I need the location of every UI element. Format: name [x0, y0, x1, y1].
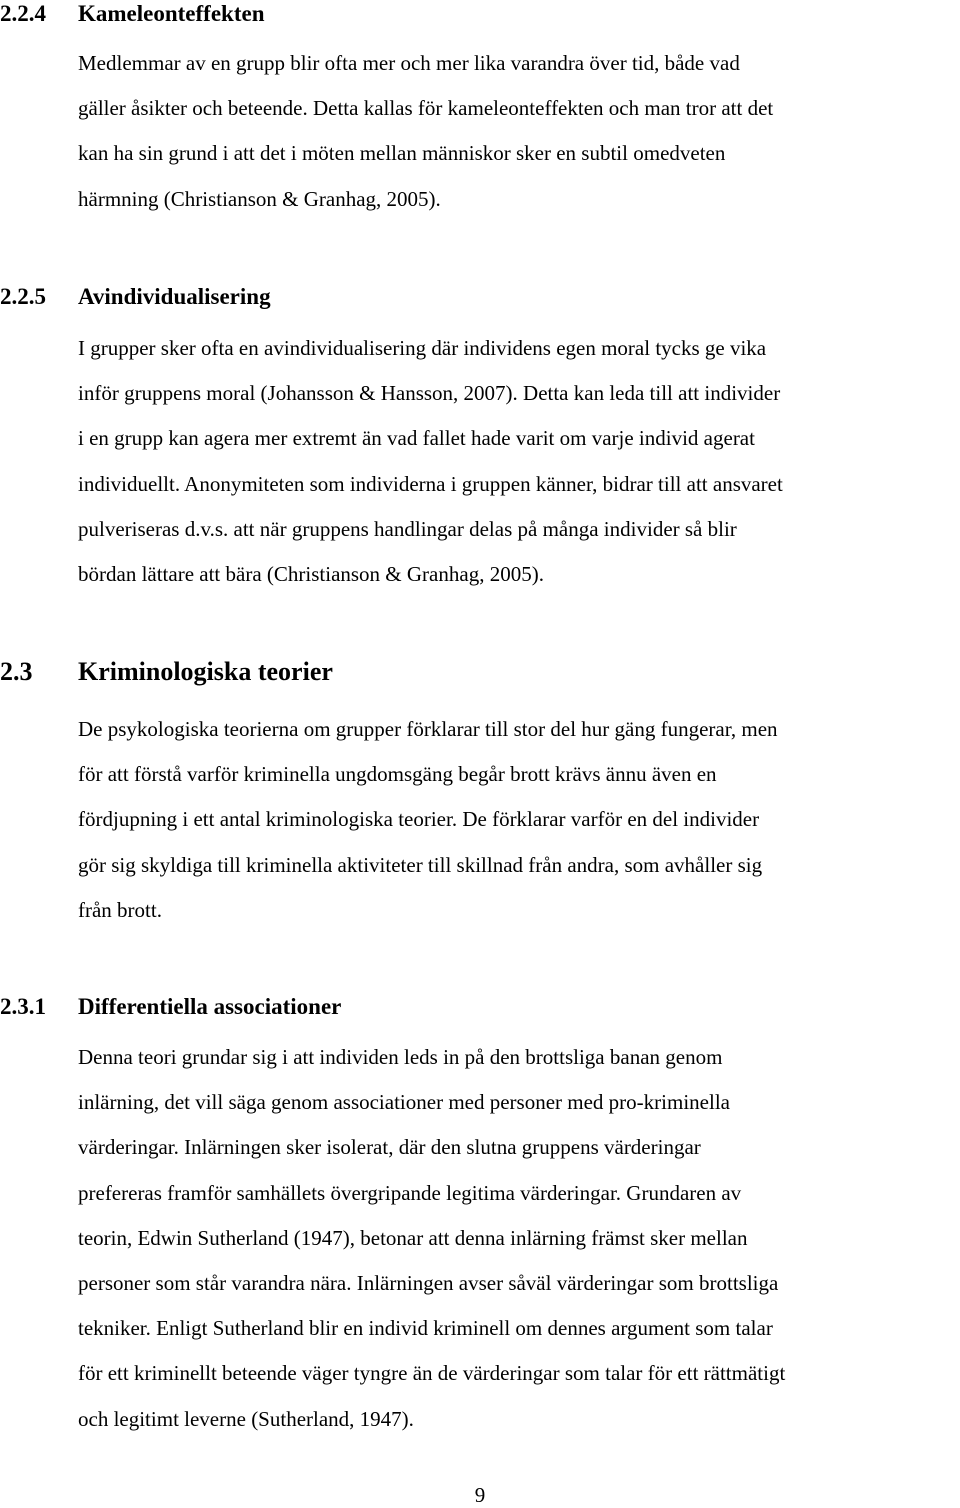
- section-number: 2.3.1: [0, 994, 46, 1019]
- text-line: för att förstå varför kriminella ungdomsgäng begår brott krävs ännu även en: [78, 762, 717, 787]
- section-number: 2.2.4: [0, 1, 46, 26]
- page-number: 9: [474, 1483, 486, 1507]
- text-line: I grupper sker ofta en avindividualisering där individens egen moral tycks ge vika: [78, 336, 767, 360]
- section-number: 2.3: [0, 657, 33, 686]
- text-line: från brott.: [78, 897, 162, 922]
- text-line: inlärning, det vill säga genom associationer med personer med pro-kriminella: [78, 1090, 730, 1115]
- text-line: inför gruppens moral (Johansson & Hansson, 2007). Detta kan leda till att individer: [78, 381, 781, 406]
- text-line: värderingar. Inlärningen sker isolerat, där den slutna gruppens värderingar: [78, 1135, 701, 1160]
- text-line: individuellt. Anonymiteten som individerna i gruppen känner, bidrar till att ansvaret: [78, 471, 783, 496]
- text-line: gäller åsikter och beteende. Detta kallas för kameleonteffekten och man tror att det: [78, 96, 774, 121]
- section-title: Kameleonteffekten: [78, 1, 265, 26]
- text-line: teorin, Edwin Sutherland (1947), betonar att denna inlärning främst sker mellan: [78, 1225, 748, 1250]
- text-line: tekniker. Enligt Sutherland blir en individ kriminell om dennes argument som talar: [78, 1316, 773, 1341]
- text-line: bördan lättare att bära (Christianson & Granhag, 2005).: [78, 562, 544, 587]
- section-title: Kriminologiska teorier: [78, 657, 333, 686]
- heading-2-3: [0, 656, 333, 688]
- paragraph-kriminologiska-teorier: [78, 707, 958, 933]
- text-line: fördjupning i ett antal kriminologiska teorier. De förklarar varför en del individer: [78, 807, 760, 832]
- paragraph-kameleonteffekten: [78, 41, 958, 222]
- paragraph-differentiella-associationer: [78, 1035, 958, 1442]
- text-line: härmning (Christianson & Granhag, 2005).: [78, 186, 441, 211]
- heading-2-2-5: [0, 283, 271, 311]
- text-line: prefereras framför samhällets övergripande legitima värderingar. Grundaren av: [78, 1180, 742, 1205]
- text-line: kan ha sin grund i att det i möten mellan människor sker en subtil omedveten: [78, 141, 726, 166]
- heading-2-3-1: [0, 993, 341, 1021]
- text-line: Denna teori grundar sig i att individen leds in på den brottsliga banan genom: [78, 1045, 723, 1069]
- paragraph-avindividualisering: [78, 326, 958, 597]
- heading-2-2-4: [0, 0, 265, 28]
- text-line: De psykologiska teorierna om grupper förklarar till stor del hur gäng fungerar, men: [78, 717, 778, 741]
- text-line: Medlemmar av en grupp blir ofta mer och mer lika varandra över tid, både vad: [78, 51, 740, 75]
- text-line: gör sig skyldiga till kriminella aktiviteter till skillnad från andra, som avhåller sig: [78, 852, 763, 877]
- text-line: pulveriseras d.v.s. att när gruppens handlingar delas på många individer så blir: [78, 516, 737, 541]
- section-title: Avindividualisering: [78, 284, 271, 309]
- text-line: personer som står varandra nära. Inlärningen avser såväl värderingar som brottsliga: [78, 1271, 779, 1296]
- text-line: i en grupp kan agera mer extremt än vad fallet hade varit om varje individ agerat: [78, 426, 755, 451]
- text-line: och legitimt leverne (Sutherland, 1947).: [78, 1406, 414, 1431]
- section-title: Differentiella associationer: [78, 994, 342, 1019]
- text-line: för ett kriminellt beteende väger tyngre än de värderingar som talar för ett rättmätigt: [78, 1361, 786, 1386]
- section-number: 2.2.5: [0, 284, 46, 309]
